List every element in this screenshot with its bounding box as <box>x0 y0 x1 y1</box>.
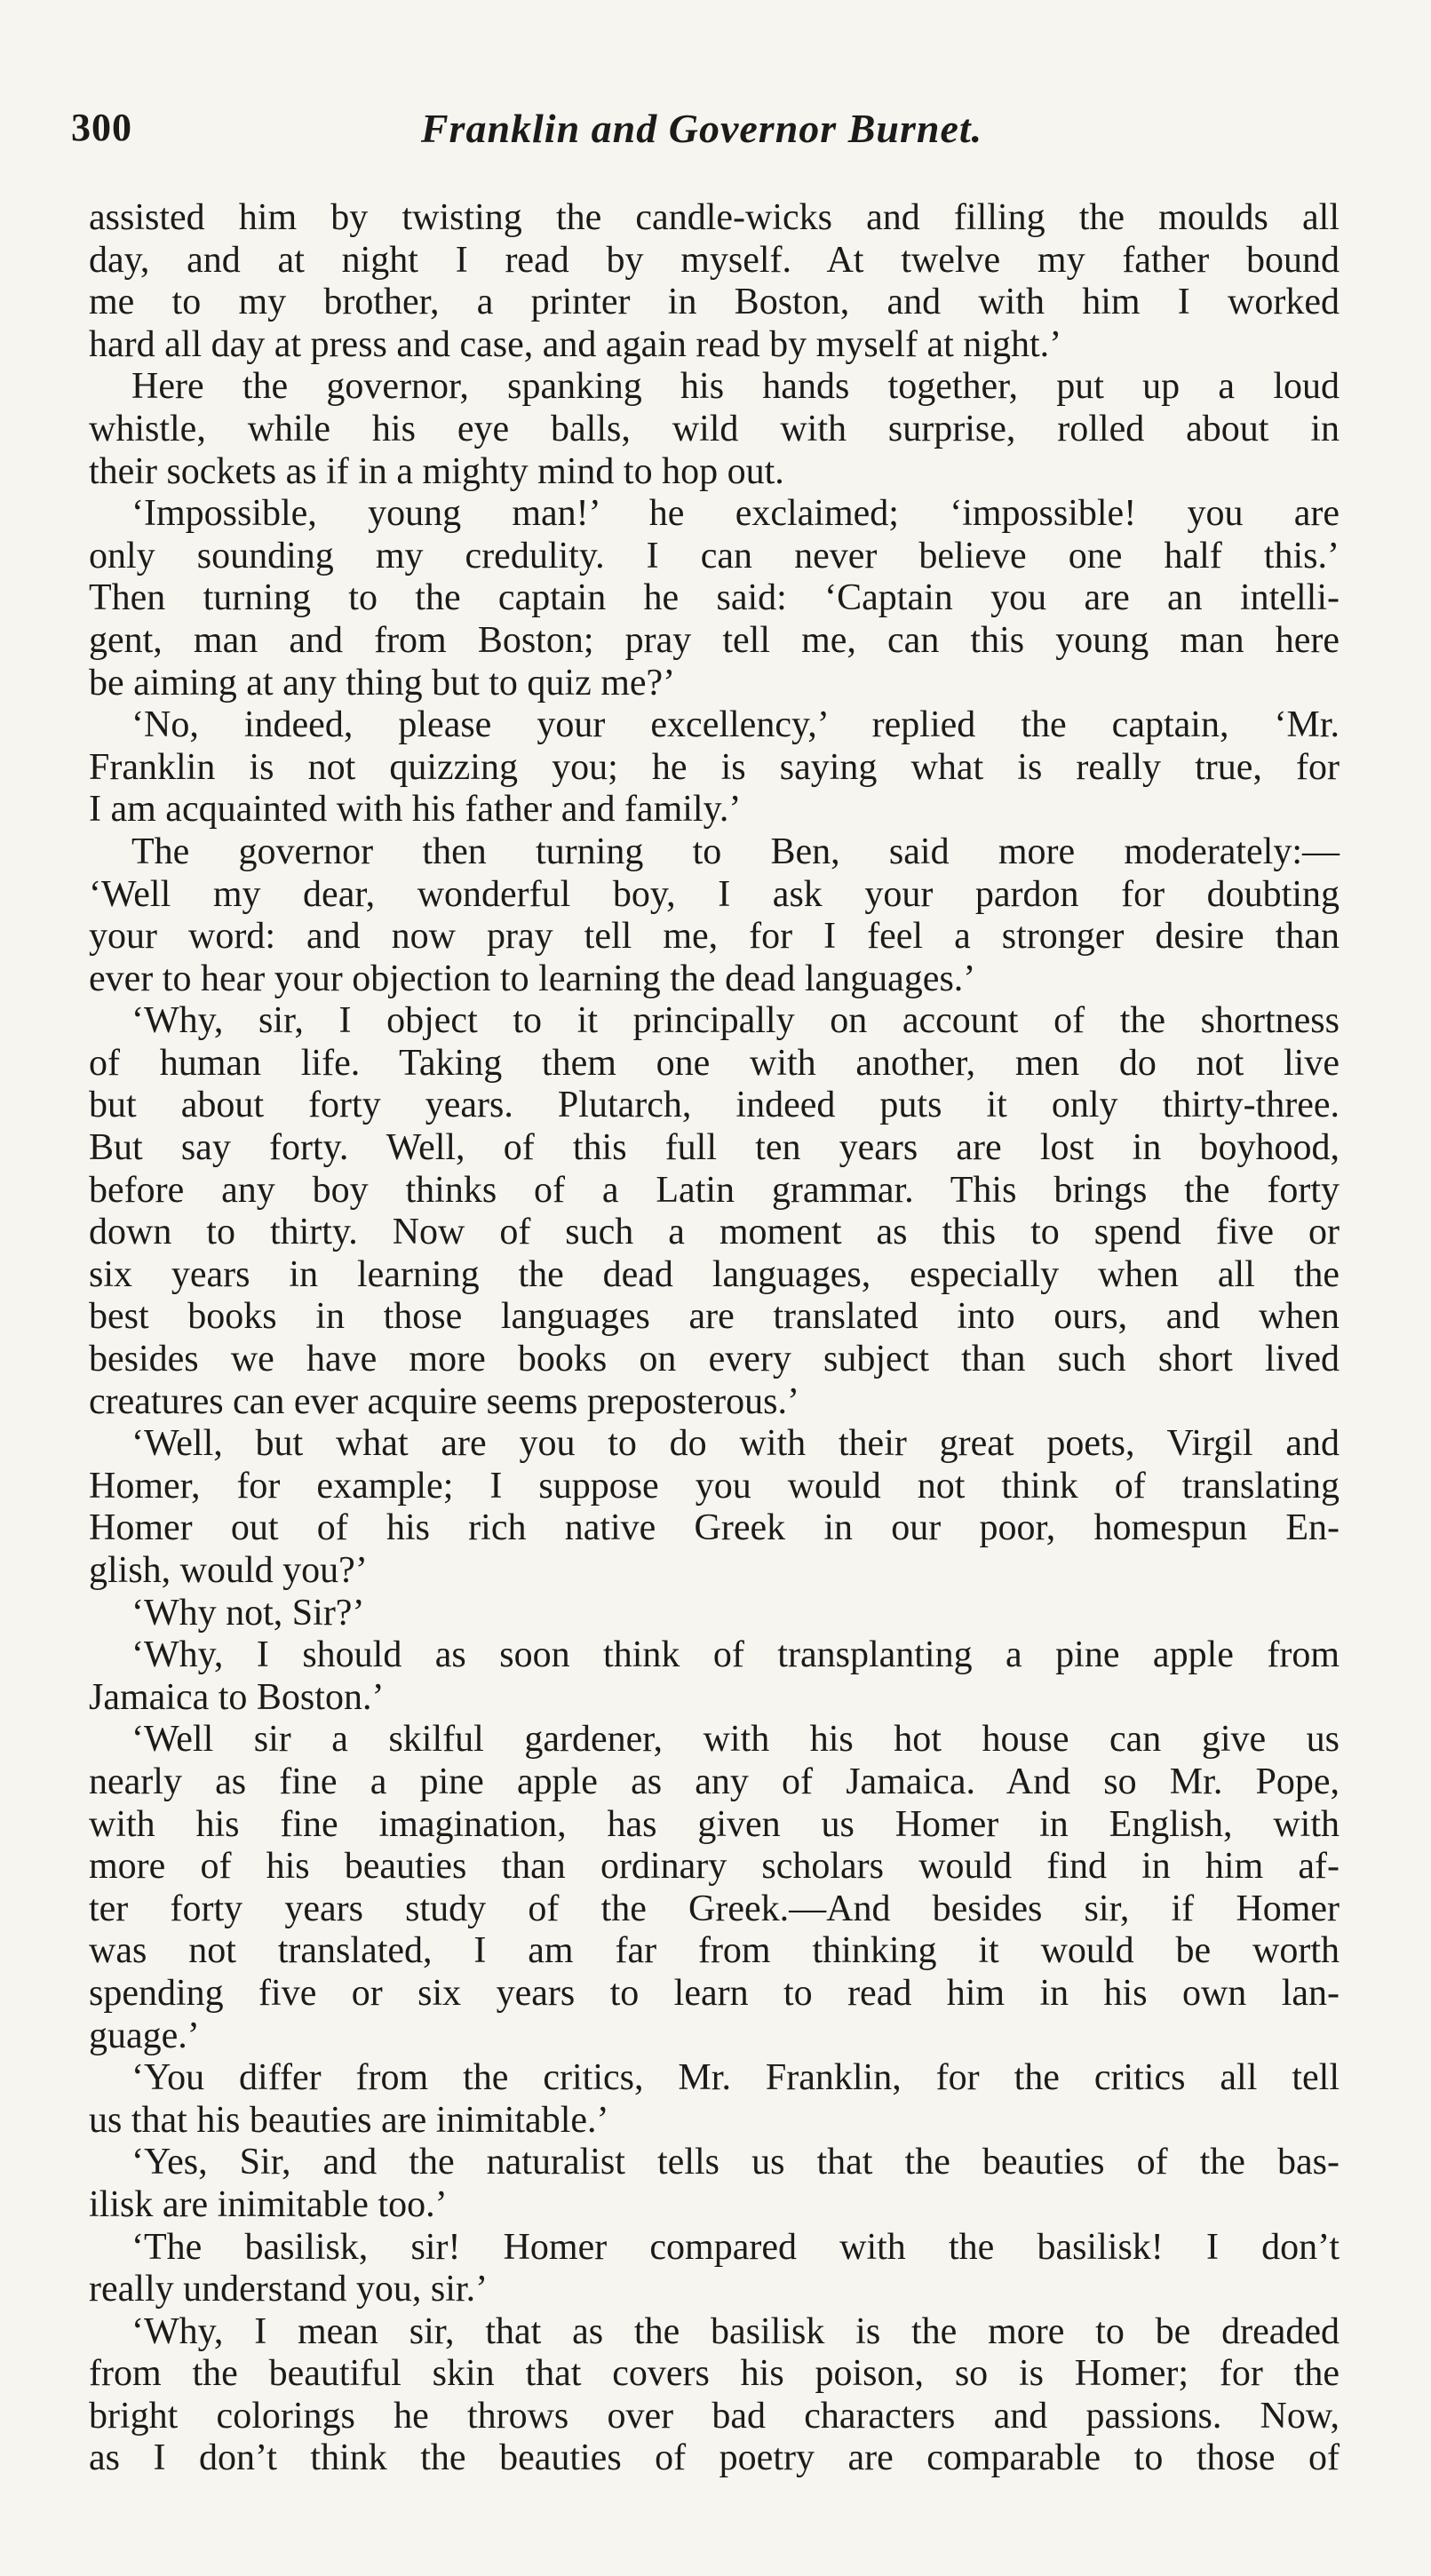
text-line: really understand you, sir.’ <box>89 2269 489 2310</box>
text-line: ‘Why, sir, I object to it principally on account of the shortness <box>131 1000 1340 1042</box>
text-line: ‘Well my dear, wonderful boy, I ask your pardon for doubting <box>89 873 1340 915</box>
text-line: best books in those languages are translated into ours, and when <box>89 1296 1340 1338</box>
text-line: spending five or six years to learn to read him in his own lan- <box>89 1972 1340 2014</box>
text-line: ‘Why not, Sir?’ <box>131 1592 365 1634</box>
text-line: ‘Why, I should as soon think of transplanting a pine apple from <box>131 1634 1340 1676</box>
text-line: ‘No, indeed, please your excellency,’ replied the captain, ‘Mr. <box>131 704 1340 746</box>
text-line: But say forty. Well, of this full ten years are lost in boyhood, <box>89 1127 1340 1169</box>
text-line: ‘You differ from the critics, Mr. Franklin, for the critics all tell <box>131 2057 1340 2099</box>
text-line: down to thirty. Now of such a moment as this to spend five or <box>89 1212 1340 1253</box>
text-line: Homer out of his rich native Greek in our poor, homespun En- <box>89 1507 1340 1549</box>
text-line: with his fine imagination, has given us Homer in English, with <box>89 1803 1340 1845</box>
text-line: bright colorings he throws over bad characters and passions. Now, <box>89 2395 1340 2437</box>
text-line: of human life. Taking them one with another, men do not live <box>89 1042 1340 1084</box>
text-line: ‘Yes, Sir, and the naturalist tells us that the beauties of the bas- <box>131 2142 1340 2183</box>
text-line: whistle, while his eye balls, wild with surprise, rolled about in <box>89 408 1340 449</box>
text-line: more of his beauties than ordinary scholars would find in him af- <box>89 1846 1340 1888</box>
text-line: ilisk are inimitable too.’ <box>89 2183 448 2225</box>
text-line: day, and at night I read by myself. At twelve my father bound <box>89 239 1340 281</box>
text-line: Homer, for example; I suppose you would not think of translating <box>89 1465 1340 1507</box>
text-line: from the beautiful skin that covers his poison, so is Homer; for the <box>89 2353 1340 2395</box>
text-line: was not translated, I am far from thinking it would be worth <box>89 1930 1340 1972</box>
text-line: creatures can ever acquire seems preposterous.’ <box>89 1380 799 1422</box>
text-line: gent, man and from Boston; pray tell me, can this young man here <box>89 619 1340 661</box>
text-line: ‘Well sir a skilful gardener, with his hot house can give us <box>131 1719 1340 1761</box>
text-line: I am acquainted with his father and family.’ <box>89 789 742 831</box>
text-line: Here the governor, spanking his hands together, put up a loud <box>131 366 1340 408</box>
text-line: nearly as fine a pine apple as any of Jamaica. And so Mr. Pope, <box>89 1761 1340 1802</box>
text-line: Franklin is not quizzing you; he is saying what is really true, for <box>89 746 1340 788</box>
text-line: assisted him by twisting the candle-wicks and filling the moulds all <box>89 197 1340 238</box>
text-line: The governor then turning to Ben, said more moderately:— <box>131 831 1340 872</box>
page-number: 300 <box>71 106 132 149</box>
text-line: guage.’ <box>89 2015 200 2056</box>
text-line: us that his beauties are inimitable.’ <box>89 2099 609 2141</box>
text-line: be aiming at any thing but to quiz me?’ <box>89 662 676 704</box>
text-line: Then turning to the captain he said: ‘Captain you are an intelli- <box>89 577 1340 619</box>
text-line: their sockets as if in a mighty mind to hop out. <box>89 450 784 492</box>
text-line: ‘Why, I mean sir, that as the basilisk is the more to be dreaded <box>131 2310 1340 2352</box>
text-line: me to my brother, a printer in Boston, and with him I worked <box>89 282 1340 323</box>
text-line: but about forty years. Plutarch, indeed puts it only thirty-three. <box>89 1085 1340 1126</box>
text-line: ‘Well, but what are you to do with their great poets, Virgil and <box>131 1423 1340 1465</box>
text-line: only sounding my credulity. I can never believe one half this.’ <box>89 535 1340 576</box>
text-line: hard all day at press and case, and again read by myself at night.’ <box>89 323 1062 365</box>
page-header <box>62 105 1341 158</box>
body-text <box>89 197 1340 2480</box>
text-line: as I don’t think the beauties of poetry are comparable to those of <box>89 2437 1340 2479</box>
text-line: six years in learning the dead languages, especially when all the <box>89 1253 1340 1295</box>
text-line: ‘Impossible, young man!’ he exclaimed; ‘impossible! you are <box>131 493 1340 535</box>
text-line: before any boy thinks of a Latin grammar. This brings the forty <box>89 1169 1340 1211</box>
text-line: ‘The basilisk, sir! Homer compared with the basilisk! I don’t <box>131 2226 1340 2268</box>
text-line: ter forty years study of the Greek.—And besides sir, if Homer <box>89 1888 1340 1929</box>
text-line: glish, would you?’ <box>89 1550 368 1591</box>
running-title: Franklin and Governor Burnet. <box>420 106 983 151</box>
text-line: besides we have more books on every subject than such short lived <box>89 1339 1340 1380</box>
text-line: ever to hear your objection to learning the dead languages.’ <box>89 958 976 999</box>
text-line: your word: and now pray tell me, for I feel a stronger desire than <box>89 916 1340 958</box>
text-line: Jamaica to Boston.’ <box>89 1676 385 1718</box>
